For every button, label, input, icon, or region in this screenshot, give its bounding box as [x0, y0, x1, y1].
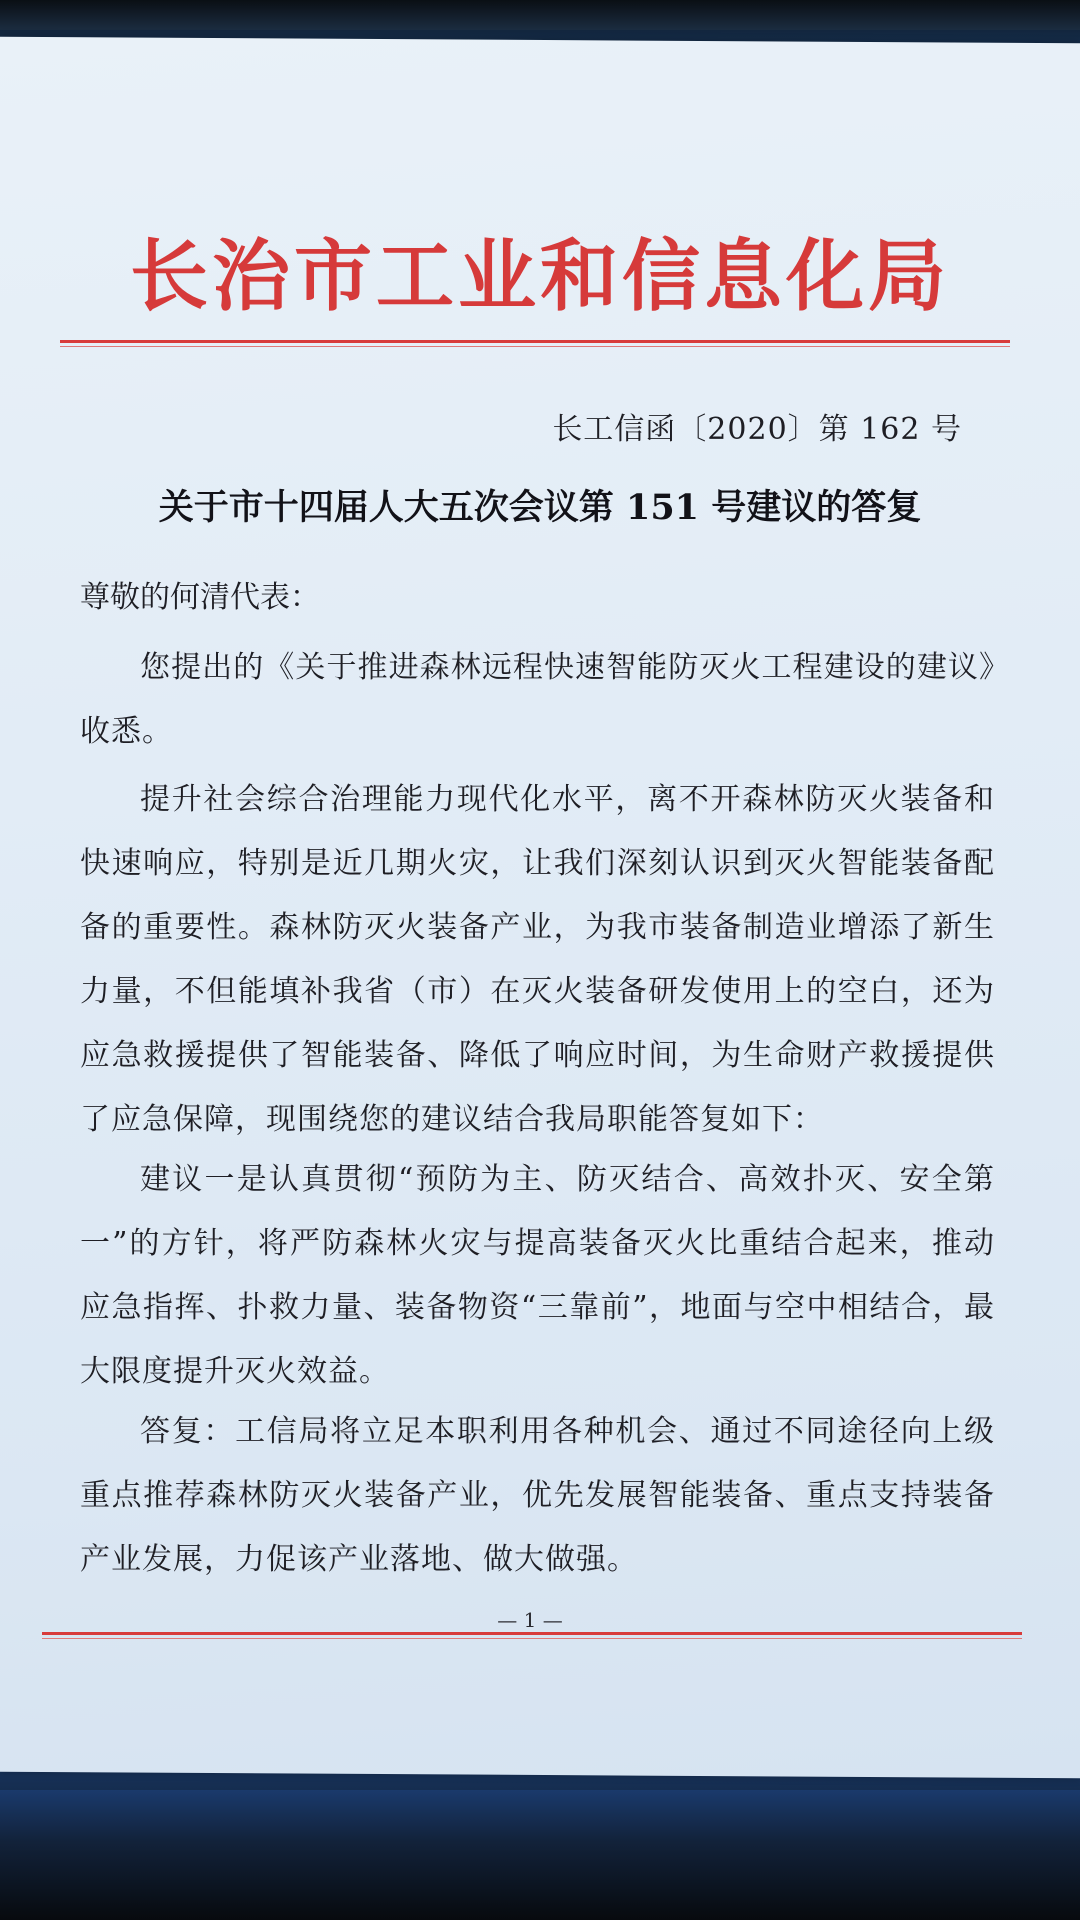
paragraph-background: 提升社会综合治理能力现代化水平，离不开森林防灭火装备和快速响应，特别是近几期火灾，让我们深刻认识到灭火智能装备配备的重要性。森林防灭火装备产业，为我市装备制造业增添了新生力量，不但能填补我省（市）在灭火装备研发使用上的空白，还为应急救援提供了智能装备、降低了响应时间，为生命财产救援提供了应急保障，现围绕您的建议结合我局职能答复如下：: [80, 782, 995, 1137]
page-number: — 1 —: [497, 1608, 563, 1632]
footer-red-rule: [42, 1632, 1022, 1635]
issuing-organization-title: 长治市工业和信息化局: [129, 231, 950, 322]
paragraph-reply: 答复：工信局将立足本职利用各种机会、通过不同途径向上级重点推荐森林防灭火装备产业，优先发展智能装备、重点支持装备产业发展，力促该产业落地、做大做强。: [80, 1414, 995, 1577]
salutation: 尊敬的何清代表：: [80, 580, 320, 615]
paragraph-suggestion-one: 建议一是认真贯彻“预防为主、防灭结合、高效扑灭、安全第一”的方针，将严防森林火灾与提高装备灭火比重结合起来，推动应急指挥、扑救力量、装备物资“三靠前”，地面与空中相结合，最大限度提升灭火效益。: [80, 1162, 995, 1389]
document-number: 长工信函〔2020〕第 162 号: [552, 412, 962, 447]
document-heading: 关于市十四届人大五次会议第 151 号建议的答复: [158, 487, 922, 528]
paragraph-acknowledgement: 您提出的《关于推进森林远程快速智能防灭火工程建设的建议》收悉。: [80, 650, 995, 749]
header-red-rule: [60, 340, 1010, 343]
